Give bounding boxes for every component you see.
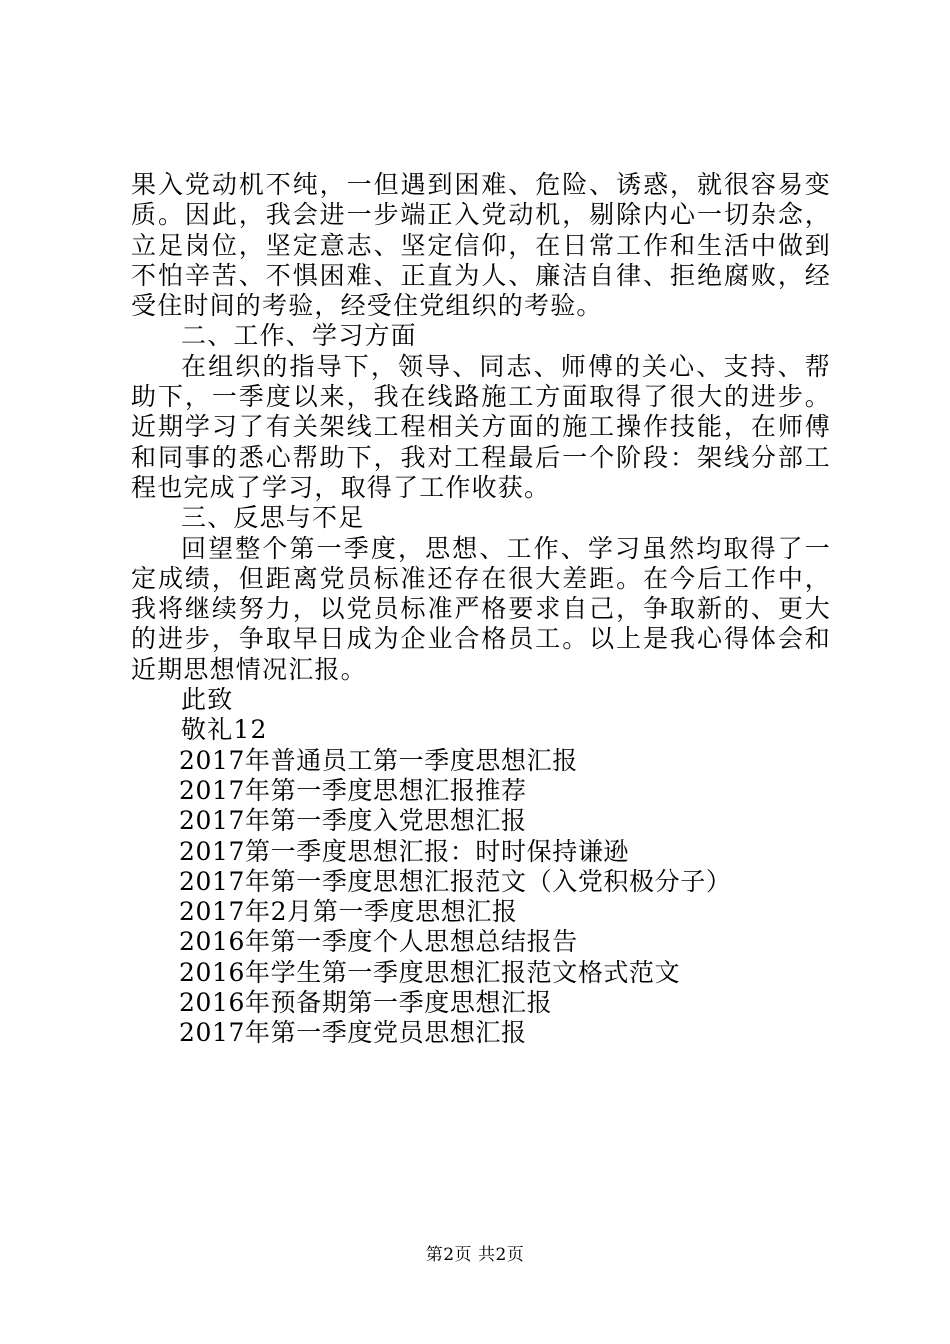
- list-item: 2017年第一季度入党思想汇报: [179, 806, 527, 836]
- paragraph-reflection: 回望整个第一季度，思想、工作、学习虽然均取得了一定成绩，但距离党员标准还存在很大差距。在今后工作中，我将继续努力，以党员标准严格要求自己，争取新的、更大的进步，争取早日成为企业合格员工。以上是我心得体会和近期思想情况汇报。: [131, 533, 831, 684]
- list-item: 2017第一季度思想汇报：时时保持谦逊: [179, 836, 630, 866]
- document-body: [131, 170, 831, 1049]
- related-articles-list: [131, 746, 831, 1049]
- list-item: 2016年第一季度个人思想总结报告: [179, 927, 578, 957]
- paragraph-motivation: 果入党动机不纯，一但遇到困难、危险、诱惑，就很容易变质。因此，我会进一步端正入党动机，剔除内心一切杂念，立足岗位，坚定意志、坚定信仰，在日常工作和生活中做到不怕辛苦、不惧困难、正直为人、廉洁自律、拒绝腐败，经受住时间的考验，经受住党组织的考验。: [131, 170, 831, 321]
- section-heading-reflection: 三、反思与不足: [181, 503, 365, 533]
- page-number-footer: 第2页 共2页: [425, 1245, 525, 1265]
- section-heading-work-study: 二、工作、学习方面: [181, 321, 417, 351]
- closing-regards: 敬礼12: [181, 715, 268, 745]
- list-item: 2017年2月第一季度思想汇报: [179, 897, 518, 927]
- list-item: 2017年第一季度思想汇报范文（入党积极分子）: [179, 866, 732, 896]
- list-item: 2017年第一季度思想汇报推荐: [179, 775, 527, 805]
- list-item: 2017年第一季度党员思想汇报: [179, 1018, 527, 1048]
- paragraph-work-study: 在组织的指导下，领导、同志、师傅的关心、支持、帮助下，一季度以来，我在线路施工方面取得了很大的进步。近期学习了有关架线工程相关方面的施工操作技能，在师傅和同事的悉心帮助下，我对工程最后一个阶段：架线分部工程也完成了学习，取得了工作收获。: [131, 351, 831, 502]
- list-item: 2017年普通员工第一季度思想汇报: [179, 745, 578, 775]
- list-item: 2016年预备期第一季度思想汇报: [179, 988, 553, 1018]
- list-item: 2016年学生第一季度思想汇报范文格式范文: [179, 957, 681, 987]
- closing-salutation: 此致: [181, 685, 234, 715]
